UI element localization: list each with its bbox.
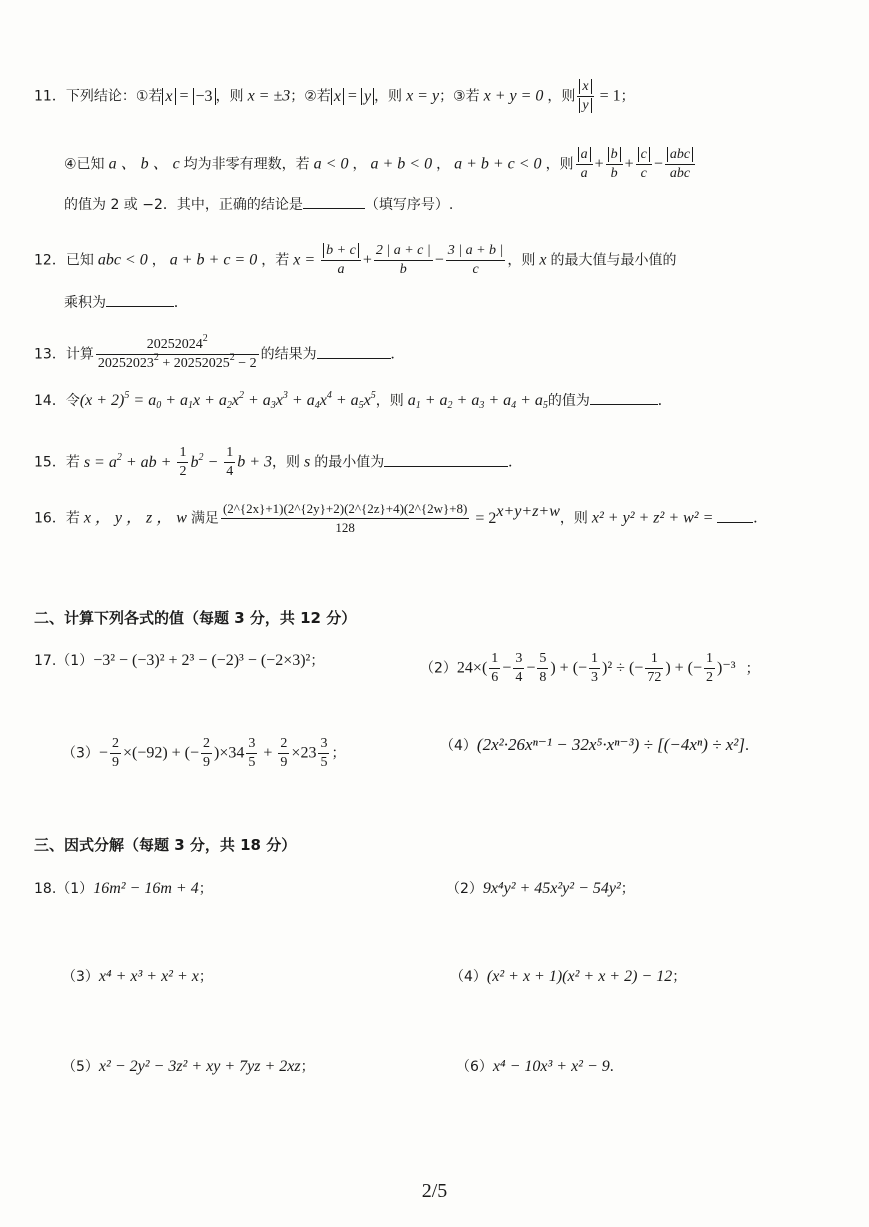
q18-part1: 18.（1）16m² − 16m + 4； bbox=[34, 880, 213, 897]
q18-part6: （6）x⁴ − 10x³ + x² − 9. bbox=[456, 1058, 614, 1075]
page-number: 2/5 bbox=[421, 1180, 448, 1202]
q12-line2: 乘积为 . bbox=[64, 294, 178, 311]
q14-line: 14．令$(x + 2)^5 = a_0 + a_1x + a_2x^2 + a_3x^3 + a_4x^4 + a_5x^5$，则 $a_1 + a_2 + a_3 + a_4 + a_5$的值为 . bbox=[34, 390, 662, 411]
q14-number: 14． bbox=[34, 393, 66, 409]
q13-number: 13． bbox=[34, 346, 66, 363]
q13-line: 13．计算 $\frac{20252024^2}{20252023^2 + 20252025^2 - 2}$ 的结果为 . bbox=[34, 333, 395, 371]
q12-line1: 12．已知 abc < 0 ， a + b + c = 0 ，若 x = $\frac{b + c}{a}$ + $\frac{2 | a + c |}{b}$ − $\frac{3 | a + b |}{c}$ ，则 x 的最大值与最小值的 bbox=[34, 243, 677, 277]
q17-part2: （2）24×( $\frac{1}{6}$ − $\frac{3}{4}$ − $\frac{5}{8}$ ) + (− $\frac{1}{3}$ )² ÷ (− $\frac{1}{72}$ ) + (− $\frac{1}{2}$ )⁻³ ； bbox=[420, 651, 760, 685]
q11-number: 11． bbox=[34, 88, 66, 105]
q18-part4: （4）(x² + x + 1)(x² + x + 2) − 12； bbox=[450, 968, 687, 985]
q18-number: 18. bbox=[34, 881, 57, 897]
section2-heading: 二、计算下列各式的值（每题 3 分，共 12 分） bbox=[34, 609, 357, 627]
q15-line: 15．若 $s = a^2$ + ab + $\frac{1}{2}$ $b^2$ − $\frac{1}{4}$ b + 3，则 s 的最小值为 . bbox=[34, 445, 513, 479]
q15-number: 15． bbox=[34, 454, 66, 471]
q18-part5: （5）x² − 2y² − 3z² + xy + 7yz + 2xz； bbox=[62, 1058, 315, 1075]
q11-line1: 11．下列结论：①若 x = −3 ，则 x = ±3；②若 x = y ，则 x = y；③若 x + y = 0 ，则 $\frac{x}{y}$ = 1； bbox=[34, 79, 635, 113]
q17-part4: （4）(2x²·26xⁿ⁻¹ − 32x⁵·xⁿ⁻³) ÷ [(−4xⁿ) ÷ x²]. bbox=[440, 735, 749, 754]
q15-answer-blank[interactable] bbox=[384, 452, 508, 467]
q17-part1: 17.（1）−3² − (−3)² + 2³ − (−2)³ − (−2×3)²； bbox=[34, 652, 325, 669]
q18-part2: （2）9x⁴y² + 45x²y² − 54y²； bbox=[446, 880, 635, 897]
q18-part3: （3）x⁴ + x³ + x² + x； bbox=[62, 968, 213, 985]
q16-answer-blank[interactable] bbox=[717, 508, 753, 523]
q12-number: 12． bbox=[34, 252, 66, 269]
q13-answer-blank[interactable] bbox=[317, 344, 391, 359]
q11-answer-blank[interactable] bbox=[303, 194, 365, 209]
q17-part3: （3）− $\frac{2}{9}$ ×(−92) + (− $\frac{2}{9}$ )×34 $\frac{3}{5}$ + $\frac{2}{9}$ ×23 $\frac{3}{5}$ ； bbox=[62, 736, 346, 770]
q11-line3: 的值为 2 或 −2．其中，正确的结论是 （填写序号）. bbox=[64, 194, 453, 215]
q12-answer-blank[interactable] bbox=[106, 292, 174, 307]
q16-line: 16．若 x ， y ， z ， w 满足 $\frac{(2\^{}\{2x\}+1)(2\^{}\{2y\}+2)(2\^{}\{2z\}+4)(2\^{}\{2w\}+8)}{128}$ = $2^{x+y+z+w}$，则 x² + y² + z² + w² = . bbox=[34, 501, 758, 535]
q14-answer-blank[interactable] bbox=[590, 390, 658, 405]
section3-heading: 三、因式分解（每题 3 分，共 18 分） bbox=[34, 836, 297, 854]
q17-number: 17. bbox=[34, 653, 57, 669]
q16-number: 16． bbox=[34, 510, 66, 527]
q11-line2: ④已知 a 、 b 、 c 均为非零有理数，若 a < 0 ， a + b < 0 ， a + b + c < 0 ，则 $\frac{a}{a}$ + $\frac{b}{b}$ + $\frac{c}{c}$ − $\frac{\text{abc}}{\text{abc}}$ bbox=[64, 146, 697, 183]
